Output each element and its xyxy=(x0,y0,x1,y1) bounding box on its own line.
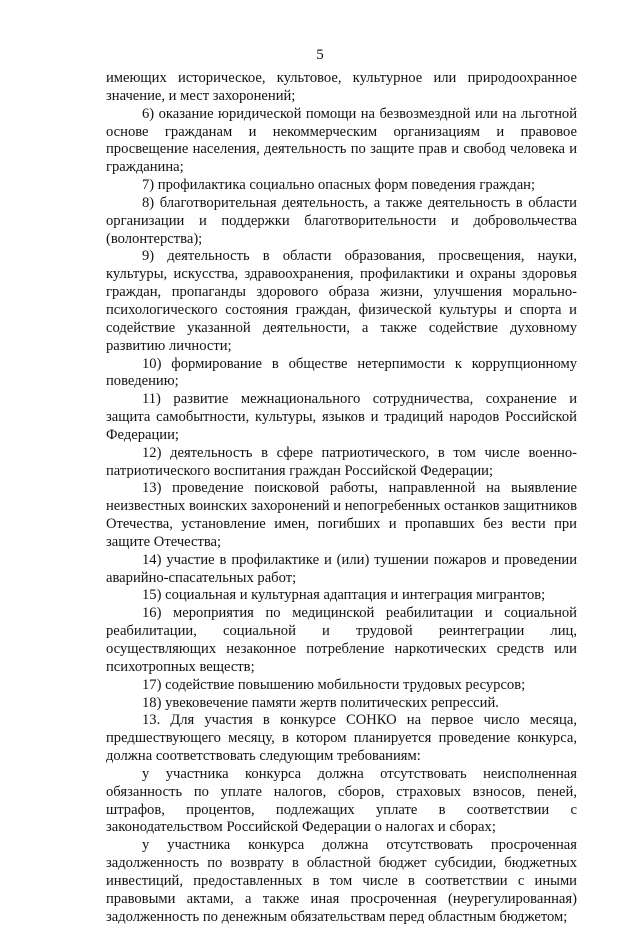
list-item: 8) благотворительная деятельность, а также деятельность в области организации и поддержки благотворительности и добровольчества (волонтерства); xyxy=(106,194,577,247)
paragraph-continuation: имеющих историческое, культовое, культурное или природоохранное значение, и мест захоронений; xyxy=(106,70,577,104)
list-item: 6) оказание юридической помощи на безвозмездной или на льготной основе гражданам и некоммерческим организациям и правовое просвещение населения, деятельность по защите прав и свобод человека и гражданина; xyxy=(106,105,577,176)
list-item: 15) социальная и культурная адаптация и интеграция мигрантов; xyxy=(142,587,546,604)
document-body xyxy=(106,70,577,927)
page-number: 5 xyxy=(316,47,324,63)
list-item: 12) деятельность в сфере патриотического, в том числе военно-патриотического воспитания граждан Российской Федерации; xyxy=(106,444,577,479)
list-item: 18) увековечение памяти жертв политических репрессий. xyxy=(142,694,499,711)
requirement-paragraph: у участника конкурса должна отсутствовать просроченная задолженность по возврату в областной бюджет субсидии, бюджетных инвестиций, предоставленных в том числе в соответствии с иными правовыми актами, а также иная просроченная (неурегулированная) задолженность по денежным обязательствам перед областным бюджетом; xyxy=(106,837,577,925)
list-item: 11) развитие межнационального сотрудничества, сохранение и защита самобытности, культуры, языков и традиций народов Российской Федерации; xyxy=(106,391,577,443)
list-item: 13) проведение поисковой работы, направленной на выявление неизвестных воинских захоронений и непогребенных останков защитников Отечества, установление имен, погибших и пропавших без вести при защите Отечества; xyxy=(106,480,577,550)
list-item: 16) мероприятия по медицинской реабилитации и социальной реабилитации, социальной и трудовой реинтеграции лиц, осуществляющих незаконное потребление наркотических средств или психотропных веществ; xyxy=(106,605,577,675)
list-item: 9) деятельность в области образования, просвещения, науки, культуры, искусства, здравоохранения, профилактики и охраны здоровья граждан, пропаганды здорового образа жизни, улучшения морально-психологического состояния граждан, физической культуры и спорта и содействие указанной деятельности, а также содействие духовному развитию личности; xyxy=(106,248,577,354)
list-item: 7) профилактика социально опасных форм поведения граждан; xyxy=(142,177,536,194)
list-item: 14) участие в профилактике и (или) тушении пожаров и проведении аварийно-спасательных работ; xyxy=(106,551,577,586)
list-item: 17) содействие повышению мобильности трудовых ресурсов; xyxy=(142,676,526,693)
list-item: 10) формирование в обществе нетерпимости к коррупционному поведению; xyxy=(106,355,577,390)
requirement-paragraph: у участника конкурса должна отсутствовать неисполненная обязанность по уплате налогов, сборов, страховых взносов, пеней, штрафов, процентов, подлежащих уплате в соответствии с законодательством Российской Федерации о налогах и сборах; xyxy=(106,765,577,836)
section-paragraph: 13. Для участия в конкурсе СОНКО на первое число месяца, предшествующего месяцу, в котором планируется проведение конкурса, должна соответствовать следующим требованиям: xyxy=(106,712,577,765)
